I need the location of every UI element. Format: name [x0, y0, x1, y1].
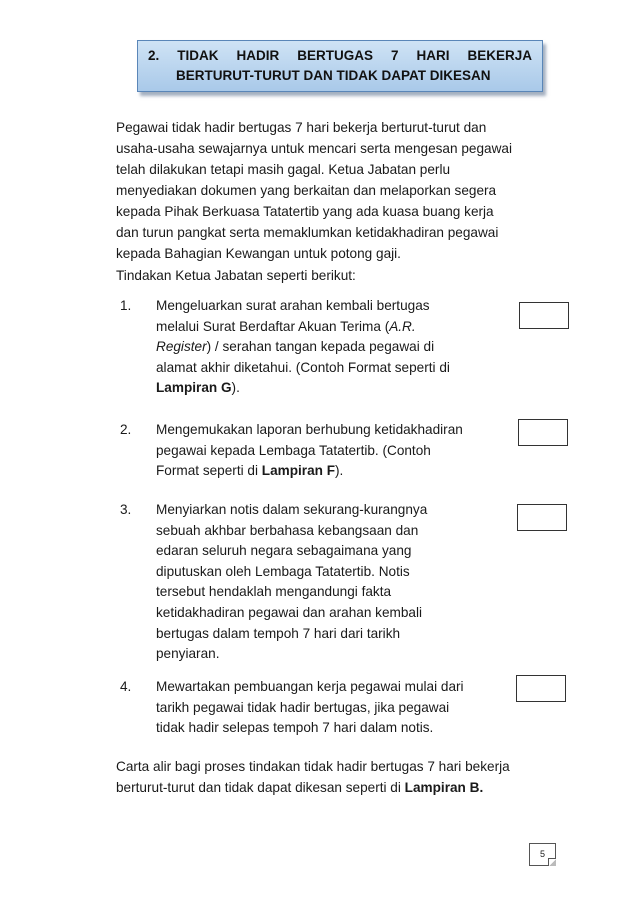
item-line: Mewartakan pembuangan kerja pegawai mulai dari [156, 679, 464, 694]
closing-line: Carta alir bagi proses tindakan tidak hadir bertugas 7 hari bekerja [116, 759, 510, 774]
item-line: Mengeluarkan surat arahan kembali bertugas [156, 298, 430, 313]
item-line: tarikh pegawai tidak hadir bertugas, jika pegawai [156, 699, 450, 715]
item-text-part: ). [335, 463, 344, 479]
item-line: tersebut hendaklah mengandungi fakta [156, 584, 392, 600]
intro-line: usaha-usaha sewajarnya untuk mencari serta mengesan pegawai [116, 141, 512, 156]
page-number [529, 843, 556, 866]
item-line: alamat akhir diketahui. (Contoh Format seperti di [156, 359, 450, 375]
heading-word: HADIR [236, 48, 280, 63]
list-item-text [156, 420, 500, 482]
intro-line: menyediakan dokumen yang berkaitan dan melaporkan segera [116, 183, 497, 198]
intro-line: kepada Bahagian Kewangan untuk potong gaji. [116, 246, 401, 261]
list-item-text [156, 296, 500, 399]
checkbox-item-3[interactable] [517, 504, 567, 531]
list-item-number: 3. [120, 502, 132, 517]
item-text-italic: A.R. [389, 318, 416, 334]
item-line: Mengemukakan laporan berhubung ketidakhadiran [156, 422, 463, 437]
closing-text-bold: Lampiran B. [404, 780, 484, 795]
item-line: Menyiarkan notis dalam sekurang-kurangnya [156, 502, 428, 517]
item-line: diputuskan oleh Lembaga Tatatertib. Notis [156, 563, 410, 579]
action-intro: Tindakan Ketua Jabatan seperti berikut: [116, 268, 356, 283]
intro-line: kepada Pihak Berkuasa Tatatertib yang ada kuasa buang kerja [116, 204, 494, 219]
item-line: ketidakhadiran pegawai dan arahan kembali [156, 604, 423, 620]
heading-word: BERTUGAS [297, 48, 373, 63]
list-item-text [156, 677, 500, 739]
page-number-text: 5 [539, 849, 545, 859]
heading-word: 2. [148, 48, 160, 63]
item-line: sebuah akhbar berbahasa kebangsaan dan [156, 522, 419, 538]
item-text-part: ) / serahan tangan kepada pegawai di [206, 339, 435, 355]
closing-paragraph [116, 756, 560, 798]
section-heading-line-1 [148, 46, 532, 66]
item-line: bertugas dalam tempoh 7 hari dari tarikh [156, 625, 401, 641]
intro-line: telah dilakukan tetapi masih gagal. Ketua Jabatan perlu [116, 162, 451, 177]
item-line [156, 378, 500, 399]
heading-word: 7 [390, 48, 399, 63]
heading-word: TIDAK [177, 48, 219, 63]
checkbox-item-4[interactable] [516, 675, 566, 702]
list-item-number: 4. [120, 679, 132, 694]
list-item-text [156, 500, 500, 665]
item-line: tidak hadir selepas tempoh 7 hari dalam notis. [156, 720, 434, 736]
closing-text-part: berturut-turut dan tidak dapat dikesan seperti di [116, 780, 405, 795]
item-line: pegawai kepada Lembaga Tatatertib. (Contoh [156, 442, 431, 458]
intro-line: dan turun pangkat serta memaklumkan ketidakhadiran pegawai [116, 225, 499, 240]
checkbox-item-2[interactable] [518, 419, 568, 446]
checkbox-item-1[interactable] [519, 302, 569, 329]
item-line [156, 317, 500, 338]
item-text-bold: Lampiran G [156, 380, 232, 396]
page-fold-icon [548, 858, 556, 866]
intro-line: Pegawai tidak hadir bertugas 7 hari bekerja berturut-turut dan [116, 120, 487, 135]
item-line [156, 461, 500, 482]
item-text-italic: Register [156, 339, 207, 355]
list-item-number: 2. [120, 422, 132, 437]
intro-paragraph [116, 117, 560, 264]
item-line: edaran seluruh negara sebagaimana yang [156, 543, 412, 559]
item-text-part: Format seperti di [156, 463, 262, 479]
section-heading-line-2: BERTURUT-TURUT DAN TIDAK DAPAT DIKESAN [176, 68, 491, 83]
item-text-part: melalui Surat Berdaftar Akuan Terima ( [156, 318, 390, 334]
section-heading [137, 40, 543, 92]
list-item-number: 1. [120, 298, 132, 313]
item-line: penyiaran. [156, 646, 220, 662]
closing-line [116, 777, 560, 798]
item-text-part: ). [231, 380, 240, 396]
item-text-bold: Lampiran F [261, 463, 336, 479]
heading-word: HARI [416, 48, 450, 63]
heading-word: BEKERJA [467, 48, 532, 63]
item-line [156, 337, 500, 358]
